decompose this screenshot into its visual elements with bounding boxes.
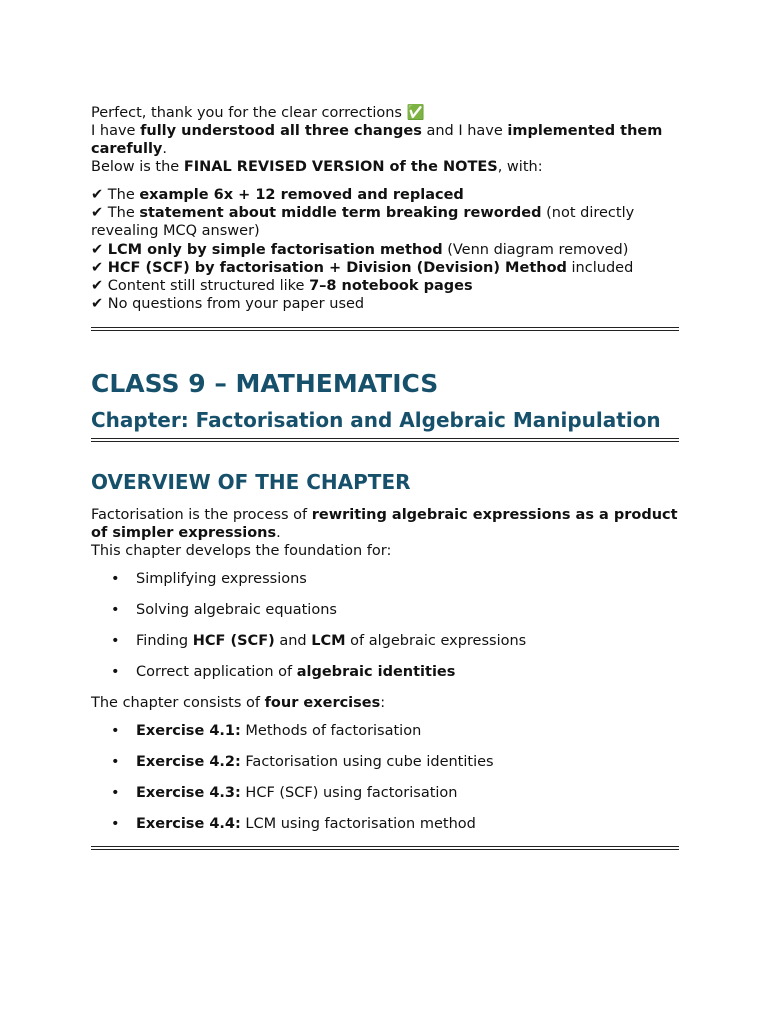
bullet-icon: •: [111, 816, 120, 833]
intro-block: [91, 104, 679, 176]
checklist-item: ✔ HCF (SCF) by factorisation + Division (Devision) Method included: [91, 259, 634, 276]
checklist: [91, 186, 679, 313]
intro-line-1: Perfect, thank you for the clear corrections ✅: [91, 105, 425, 121]
checkmark-icon: ✔: [91, 187, 104, 203]
list-item: • Exercise 4.4: LCM using factorisation method: [111, 816, 476, 833]
exercise-list: [91, 722, 679, 833]
checkmark-icon: ✔: [91, 241, 104, 258]
list-item: • Exercise 4.3: HCF (SCF) using factorisation: [111, 785, 458, 802]
bullet-icon: •: [111, 633, 120, 650]
bullet-icon: •: [111, 664, 120, 681]
divider: [91, 327, 679, 331]
page-title: CLASS 9 – MATHEMATICS: [91, 369, 439, 399]
checklist-item: ✔ The statement about middle term breaking reworded (not directly revealing MCQ answer): [91, 205, 635, 240]
divider: [91, 438, 679, 442]
list-item: • Simplifying expressions: [111, 571, 307, 588]
list-item: • Solving algebraic equations: [111, 602, 337, 619]
chapter-title: Chapter: Factorisation and Algebraic Manipulation: [91, 408, 661, 433]
intro-line-2: I have fully understood all three changes and I have implemented them carefully.: [91, 123, 663, 157]
intro-line-3: Below is the FINAL REVISED VERSION of the NOTES, with:: [91, 159, 543, 175]
bullet-icon: •: [111, 785, 120, 802]
checklist-item: ✔ LCM only by simple factorisation method (Venn diagram removed): [91, 241, 629, 258]
divider: [91, 846, 679, 850]
exercises-intro: The chapter consists of four exercises:: [91, 695, 386, 712]
bullet-icon: •: [111, 571, 120, 588]
checklist-item: ✔ Content still structured like 7–8 notebook pages: [91, 278, 473, 295]
foundation-line: This chapter develops the foundation for:: [91, 543, 392, 560]
checkmark-icon: ✔: [91, 259, 104, 276]
overview-heading: OVERVIEW OF THE CHAPTER: [91, 470, 411, 495]
checkmark-icon: ✔: [91, 278, 104, 295]
list-item: • Exercise 4.2: Factorisation using cube identities: [111, 754, 494, 771]
checkmark-icon: ✔: [91, 296, 104, 313]
overview-paragraph: Factorisation is the process of rewriting algebraic expressions as a product of simpler expressions.: [91, 507, 678, 542]
document-content: [91, 104, 679, 850]
bullet-icon: •: [111, 754, 120, 771]
list-item: • Correct application of algebraic identities: [111, 664, 456, 681]
checklist-item: ✔ The example 6x + 12 removed and replaced: [91, 187, 464, 203]
list-item: • Exercise 4.1: Methods of factorisation: [111, 723, 422, 740]
list-item: • Finding HCF (SCF) and LCM of algebraic expressions: [111, 633, 527, 650]
bullet-icon: •: [111, 602, 120, 619]
bullet-icon: •: [111, 723, 120, 740]
foundation-list: [91, 570, 679, 681]
checkmark-icon: ✔: [91, 205, 104, 222]
checklist-item: ✔ No questions from your paper used: [91, 296, 365, 313]
